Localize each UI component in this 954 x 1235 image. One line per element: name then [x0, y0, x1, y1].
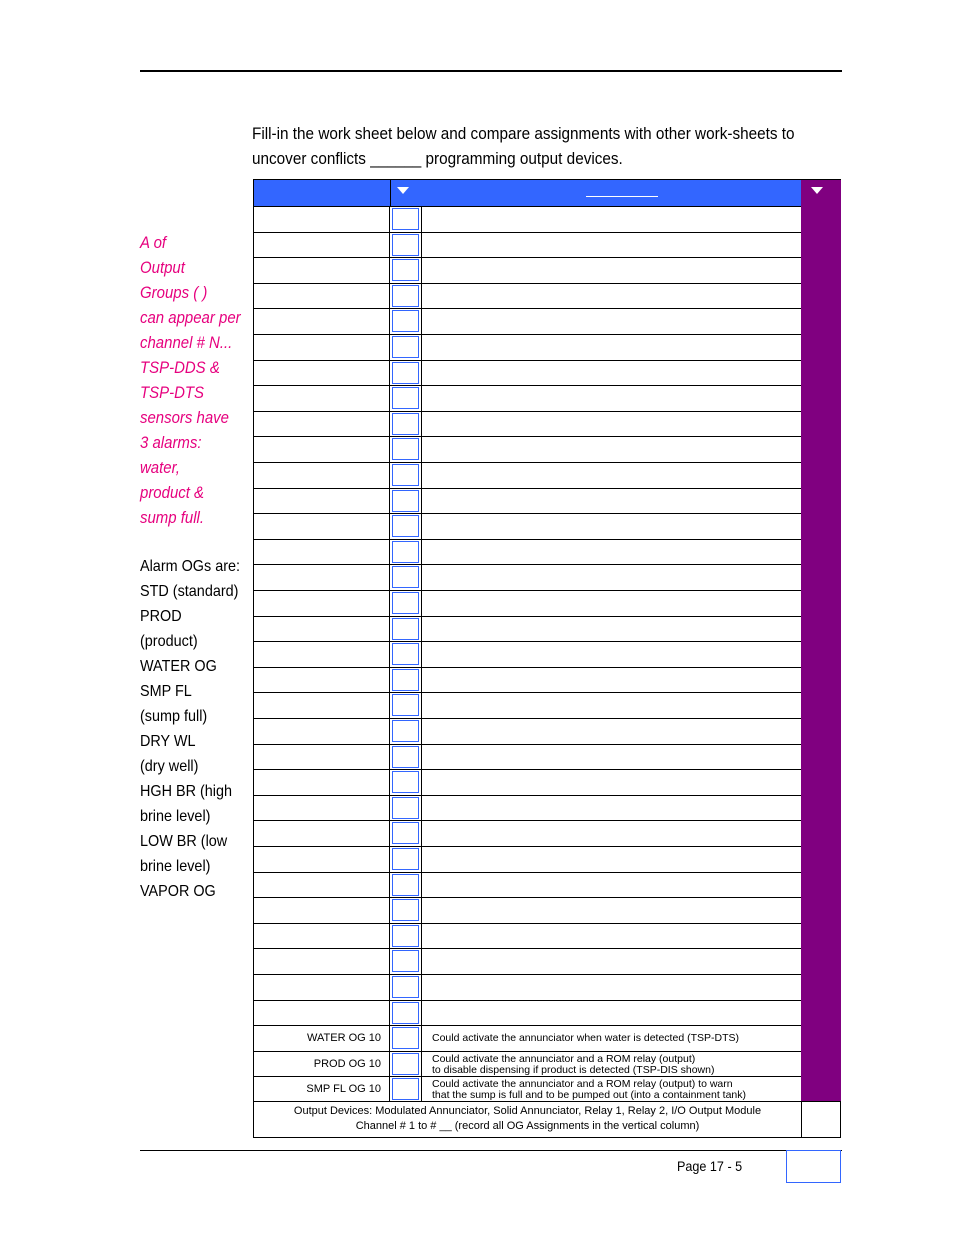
description-cell[interactable] — [421, 642, 801, 667]
worksheet-footer — [254, 1101, 840, 1138]
table-row — [254, 667, 801, 693]
channel-checkbox[interactable] — [392, 797, 419, 819]
og-name-cell[interactable] — [254, 1001, 390, 1026]
output-group-worksheet — [253, 179, 841, 1138]
channel-checkbox[interactable] — [392, 464, 419, 486]
og-name-cell[interactable] — [254, 719, 390, 744]
description-cell[interactable] — [421, 924, 801, 949]
channel-checkbox[interactable] — [392, 490, 419, 512]
top-rule — [140, 70, 842, 72]
description-cell[interactable] — [421, 949, 801, 974]
og-name-cell[interactable] — [254, 821, 390, 846]
channel-checkbox[interactable] — [392, 438, 419, 460]
note-line: 3 alarms: — [140, 433, 202, 452]
og-name-cell[interactable] — [254, 437, 390, 462]
description-line: Could activate the annunciator and a ROM relay (output) to warn — [432, 1078, 733, 1091]
description-cell[interactable] — [421, 898, 801, 923]
description-cell[interactable] — [421, 284, 801, 309]
channel-checkbox[interactable] — [392, 413, 419, 435]
description-cell[interactable] — [421, 412, 801, 437]
table-row — [254, 948, 801, 974]
channel-checkbox[interactable] — [392, 515, 419, 537]
channel-checkbox[interactable] — [392, 643, 419, 665]
og-name-cell[interactable] — [254, 386, 390, 411]
table-row — [254, 257, 801, 283]
note-line: can appear per — [140, 308, 241, 327]
channel-checkbox[interactable] — [392, 592, 419, 614]
description-cell[interactable] — [421, 873, 801, 898]
channel-checkbox[interactable] — [392, 669, 419, 691]
table-row — [254, 513, 801, 539]
description-cell[interactable] — [421, 617, 801, 642]
table-row — [254, 1025, 801, 1051]
og-name-cell[interactable] — [254, 361, 390, 386]
description-line: Could activate the annunciator and a ROM relay (output) — [432, 1052, 696, 1065]
note-line: HGH BR (high — [140, 783, 233, 800]
channel-checkbox[interactable] — [392, 874, 419, 896]
og-name-cell[interactable] — [254, 540, 390, 565]
description-cell[interactable] — [421, 693, 801, 718]
description-cell[interactable] — [421, 591, 801, 616]
table-row — [254, 846, 801, 872]
note-line: LOW BR (low — [140, 833, 228, 850]
table-row — [254, 360, 801, 386]
description-cell[interactable] — [421, 207, 801, 232]
og-name-cell[interactable] — [254, 796, 390, 821]
intro-line-2: uncover conflicts ______ programming output devices. — [252, 149, 623, 168]
channel-checkbox[interactable] — [392, 285, 419, 307]
note-line: product & — [140, 483, 205, 502]
table-row — [254, 1000, 801, 1026]
note-line: sump full. — [140, 508, 205, 527]
table-row — [254, 308, 801, 334]
og-name-cell[interactable] — [254, 565, 390, 590]
table-row — [254, 1051, 801, 1077]
table-row — [254, 923, 801, 949]
table-row — [254, 232, 801, 258]
note-line: VAPOR OG — [140, 883, 216, 900]
og-name-cell[interactable] — [254, 412, 390, 437]
description-cell[interactable] — [421, 386, 801, 411]
channel-checkbox[interactable] — [392, 746, 419, 768]
description-cell[interactable] — [421, 565, 801, 590]
table-row — [254, 744, 801, 770]
og-name-cell[interactable] — [254, 770, 390, 795]
note-line: brine level) — [140, 858, 211, 875]
table-row — [254, 769, 801, 795]
note-line: (dry well) — [140, 758, 199, 775]
channel-checkbox[interactable] — [392, 310, 419, 332]
og-name-cell[interactable] — [254, 949, 390, 974]
note-line: (product) — [140, 633, 198, 650]
channel-checkbox[interactable] — [392, 336, 419, 358]
og-name-cell[interactable] — [254, 514, 390, 539]
note-line: Groups ( ) — [140, 283, 208, 302]
note-line: TSP-DDS & — [140, 358, 220, 377]
channel-checkbox[interactable] — [392, 1078, 419, 1100]
table-row — [254, 462, 801, 488]
note-line: Output — [140, 258, 185, 277]
table-row — [254, 334, 801, 360]
table-row — [254, 564, 801, 590]
note-line: TSP-DTS — [140, 383, 205, 402]
channel-checkbox[interactable] — [392, 1053, 419, 1075]
note-line: STD (standard) — [140, 583, 239, 600]
description-cell[interactable] — [421, 796, 801, 821]
og-name-cell[interactable] — [254, 258, 390, 283]
description-cell[interactable] — [421, 335, 801, 360]
description-cell[interactable] — [421, 540, 801, 565]
channel-checkbox[interactable] — [392, 362, 419, 384]
note-line: WATER OG — [140, 658, 217, 675]
channel-checkbox[interactable] — [392, 387, 419, 409]
channel-checkbox[interactable] — [392, 694, 419, 716]
description-cell[interactable] — [421, 745, 801, 770]
note-line: A of — [140, 233, 167, 252]
description-line: that the sump is full and to be pumped out (into a containment tank) — [432, 1089, 747, 1102]
footer-line-1: Output Devices: Modulated Annunciator, Solid Annunciator, Relay 1, Relay 2, I/O Output Module — [293, 1105, 762, 1117]
note-line: water, — [140, 458, 180, 477]
og-name-cell[interactable] — [254, 309, 390, 334]
description-cell[interactable] — [421, 233, 801, 258]
note-line: Alarm OGs are: — [140, 558, 241, 575]
og-name-cell[interactable] — [254, 617, 390, 642]
og-name-cell[interactable]: PROD OG 10 — [254, 1052, 390, 1077]
table-row — [254, 692, 801, 718]
channel-checkbox[interactable] — [392, 925, 419, 947]
table-row — [254, 206, 801, 232]
channel-checkbox[interactable] — [392, 259, 419, 281]
table-row — [254, 1076, 801, 1102]
description-cell[interactable] — [421, 847, 801, 872]
og-name-cell[interactable]: SMP FL OG 10 — [254, 1077, 390, 1102]
og-name-cell[interactable] — [254, 489, 390, 514]
description-cell[interactable] — [421, 514, 801, 539]
table-row — [254, 820, 801, 846]
footer-divider — [801, 1102, 802, 1138]
og-name-cell[interactable] — [254, 463, 390, 488]
side-note-alarm-ogs — [140, 554, 250, 904]
table-row — [254, 385, 801, 411]
channel-checkbox[interactable] — [392, 1027, 419, 1049]
og-name-cell[interactable] — [254, 745, 390, 770]
og-name-cell[interactable] — [254, 975, 390, 1000]
og-name-cell[interactable] — [254, 591, 390, 616]
og-name-cell[interactable] — [254, 693, 390, 718]
table-row — [254, 411, 801, 437]
description-cell[interactable] — [421, 463, 801, 488]
og-name-cell[interactable] — [254, 924, 390, 949]
og-name-cell[interactable] — [254, 335, 390, 360]
intro-text — [252, 121, 795, 171]
og-name-cell[interactable] — [254, 873, 390, 898]
description-cell[interactable] — [421, 1077, 801, 1102]
header-divider — [390, 180, 391, 206]
channel-checkbox[interactable] — [392, 208, 419, 230]
table-row — [254, 795, 801, 821]
channel-checkbox[interactable] — [392, 771, 419, 793]
channel-checkbox[interactable] — [392, 1002, 419, 1024]
channel-checkbox[interactable] — [392, 848, 419, 870]
description-cell[interactable] — [421, 770, 801, 795]
og-name-cell[interactable] — [254, 207, 390, 232]
description-cell[interactable] — [421, 361, 801, 386]
og-name-cell[interactable] — [254, 233, 390, 258]
note-line: PROD — [140, 608, 182, 625]
description-cell[interactable] — [421, 258, 801, 283]
note-line: brine level) — [140, 808, 211, 825]
table-row — [254, 718, 801, 744]
bottom-rule — [140, 1150, 842, 1151]
description-cell[interactable] — [421, 309, 801, 334]
channel-checkbox[interactable] — [392, 822, 419, 844]
channel-checkbox[interactable] — [392, 976, 419, 998]
description-line: to disable dispensing if product is detected (TSP-DIS shown) — [432, 1063, 715, 1076]
table-row — [254, 897, 801, 923]
og-name-cell[interactable] — [254, 642, 390, 667]
note-line: (sump full) — [140, 708, 208, 725]
dropdown-arrow-icon[interactable] — [811, 187, 823, 194]
footer-text — [254, 1104, 801, 1134]
og-assignment-column — [801, 180, 841, 1101]
dropdown-arrow-icon[interactable] — [397, 187, 409, 194]
channel-checkbox[interactable] — [392, 234, 419, 256]
side-note-pink — [140, 230, 246, 530]
og-name-cell[interactable] — [254, 668, 390, 693]
og-name-cell[interactable] — [254, 898, 390, 923]
table-row — [254, 283, 801, 309]
description-cell[interactable]: Could activate the annunciator when water is detected (TSP-DTS) — [421, 1026, 801, 1051]
header-title-underline — [586, 196, 658, 197]
channel-checkbox[interactable] — [392, 899, 419, 921]
page-number: Page 17 - 5 — [677, 1158, 743, 1174]
og-name-cell[interactable]: WATER OG 10 — [254, 1026, 390, 1051]
table-row — [254, 872, 801, 898]
og-name-cell[interactable] — [254, 847, 390, 872]
channel-checkbox[interactable] — [392, 720, 419, 742]
worksheet-header — [254, 180, 801, 206]
table-row — [254, 590, 801, 616]
intro-line-1: Fill-in the work sheet below and compare assignments with other work-sheets to — [252, 124, 795, 143]
table-row — [254, 616, 801, 642]
description-cell[interactable] — [421, 821, 801, 846]
table-row — [254, 436, 801, 462]
table-row — [254, 974, 801, 1000]
channel-checkbox[interactable] — [392, 566, 419, 588]
note-line: sensors have — [140, 408, 229, 427]
channel-checkbox[interactable] — [392, 950, 419, 972]
channel-checkbox[interactable] — [392, 618, 419, 640]
description-cell[interactable] — [421, 668, 801, 693]
description-cell[interactable] — [421, 719, 801, 744]
table-row — [254, 488, 801, 514]
description-cell[interactable] — [421, 437, 801, 462]
note-line: DRY WL — [140, 733, 196, 750]
table-row — [254, 641, 801, 667]
description-cell[interactable] — [421, 975, 801, 1000]
description-cell[interactable] — [421, 1001, 801, 1026]
note-line: channel # N... — [140, 333, 233, 352]
channel-checkbox[interactable] — [392, 541, 419, 563]
description-cell[interactable] — [421, 489, 801, 514]
description-cell[interactable] — [421, 1052, 801, 1077]
page-box — [786, 1150, 841, 1183]
footer-line-2: Channel # 1 to # __ (record all OG Assignments in the vertical column) — [355, 1120, 700, 1132]
table-row — [254, 539, 801, 565]
og-name-cell[interactable] — [254, 284, 390, 309]
note-line: SMP FL — [140, 683, 192, 700]
